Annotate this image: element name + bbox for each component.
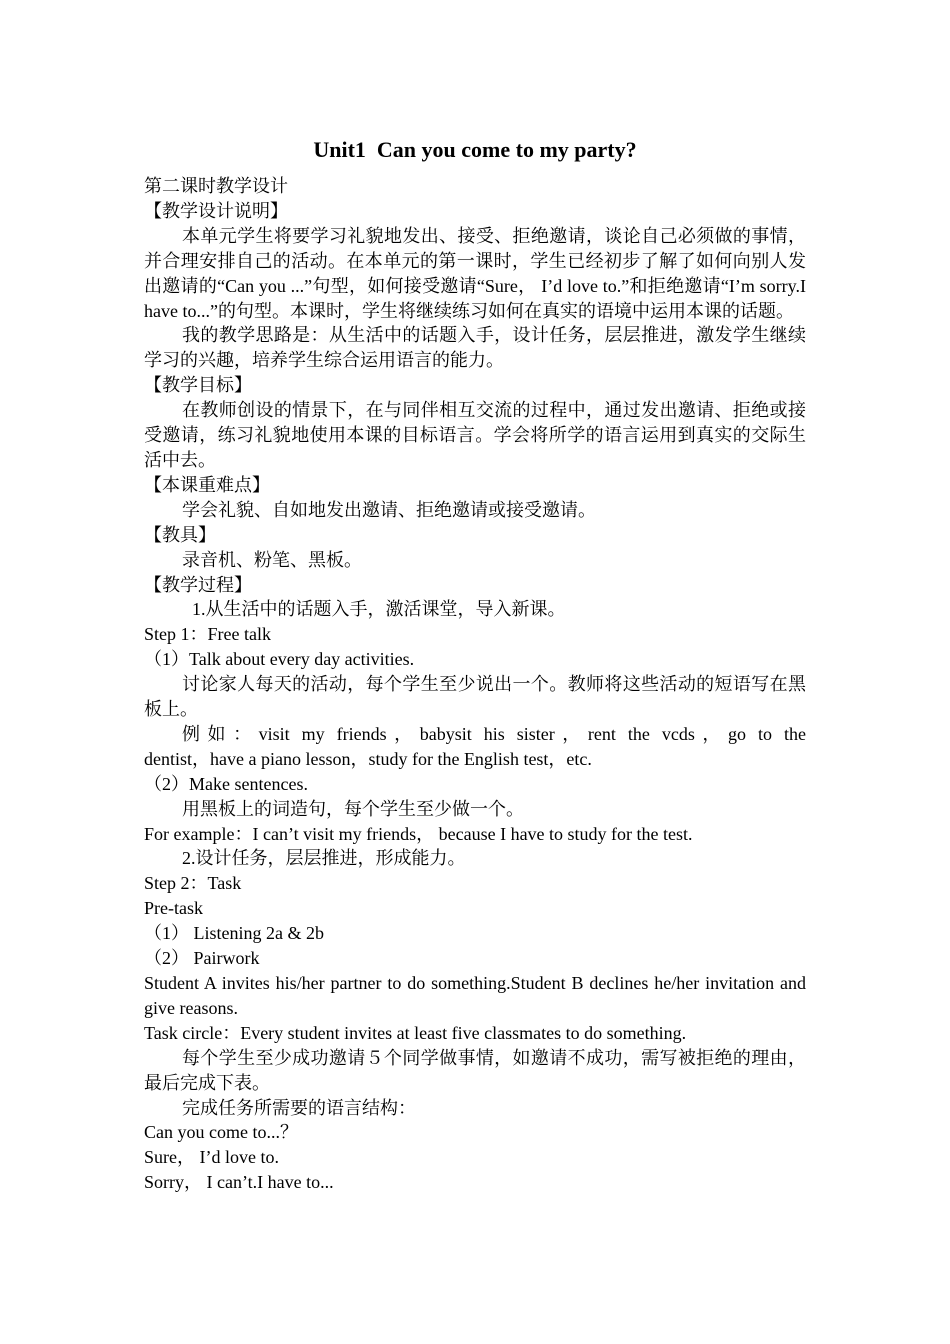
paragraph-key-points: 学会礼貌、自如地发出邀请、拒绝邀请或接受邀请。 <box>182 499 596 520</box>
document-body <box>144 136 806 1195</box>
lesson-subtitle: 第二课时教学设计 <box>144 176 288 196</box>
pre-task-label: Pre-task <box>144 898 203 919</box>
paragraph-daily-activities: 讨论家人每天的活动，每个学生至少说出一个。教师将这些活动的短语写在黑板上。 <box>144 674 806 720</box>
document-title: Unit1 Can you come to my party? <box>313 137 637 162</box>
structure-line-2: Sure， I’d love to. <box>144 1147 279 1168</box>
pre-task-item-2: （2） Pairwork <box>144 948 260 969</box>
paragraph-pairwork: Student A invites his/her partner to do something.Student B declines he/her invitation and give reasons. <box>144 973 806 1018</box>
step-1-label: Step 1：Free talk <box>144 624 271 645</box>
procedure-step-1-heading: 1.从生活中的话题入手，激活课堂，导入新课。 <box>192 599 566 620</box>
paragraph-design-notes: 本单元学生将要学习礼貌地发出、接受、拒绝邀请，谈论自己必须做的事情，并合理安排自己的活动。在本单元的第一课时，学生已经初步了解了如何向别人发出邀请的“Can you ...”句型，如何接受邀请“Sure， I’d love to.”和拒绝邀请“I’m sorry.I have to...”的句型。本课时，学生将继续练习如何在真实的语境中运用本课的话题。 <box>144 225 806 321</box>
paragraph-teaching-approach: 我的教学思路是：从生活中的话题入手，设计任务，层层推进，激发学生继续学习的兴趣，培养学生综合运用语言的能力。 <box>144 325 806 371</box>
step-2-label: Step 2：Task <box>144 873 242 894</box>
section-heading-key-points: 【本课重难点】 <box>144 474 270 495</box>
step-1-item-2: （2）Make sentences. <box>144 773 308 794</box>
section-heading-teaching-aids: 【教具】 <box>144 524 216 545</box>
paragraph-make-sentences: 用黑板上的词造句，每个学生至少做一个。 <box>182 798 524 819</box>
step-1-item-1: （1）Talk about every day activities. <box>144 649 415 670</box>
procedure-step-2-heading: 2.设计任务，层层推进，形成能力。 <box>182 848 466 869</box>
example-sentence: For example：I can’t visit my friends， because I have to study for the test. <box>144 823 693 844</box>
example-phrases-line-1: 例如：visit my friends，babysit his sister，rent the vcds，go to the <box>182 723 806 744</box>
paragraph-objectives: 在教师创设的情景下，在与同伴相互交流的过程中，通过发出邀请、拒绝或接受邀请，练习礼貌地使用本课的目标语言。学会将所学的语言运用到真实的交际生活中去。 <box>144 400 806 470</box>
section-heading-design-notes: 【教学设计说明】 <box>144 200 288 221</box>
section-heading-objectives: 【教学目标】 <box>144 375 252 396</box>
paragraph-task-requirement: 每个学生至少成功邀请５个同学做事情，如邀请不成功，需写被拒绝的理由，最后完成下表。 <box>144 1047 806 1093</box>
example-phrases-line-2: dentist，have a piano lesson，study for the English test，etc. <box>144 748 592 769</box>
task-circle: Task circle：Every student invites at least five classmates to do something. <box>144 1022 687 1043</box>
structure-line-1: Can you come to...？ <box>144 1122 298 1143</box>
language-structures-heading: 完成任务所需要的语言结构： <box>182 1097 416 1118</box>
pre-task-item-1: （1） Listening 2a & 2b <box>144 923 324 944</box>
section-heading-procedure: 【教学过程】 <box>144 574 252 595</box>
structure-line-3: Sorry， I can’t.I have to... <box>144 1172 334 1193</box>
paragraph-teaching-aids: 录音机、粉笔、黑板。 <box>182 549 362 570</box>
